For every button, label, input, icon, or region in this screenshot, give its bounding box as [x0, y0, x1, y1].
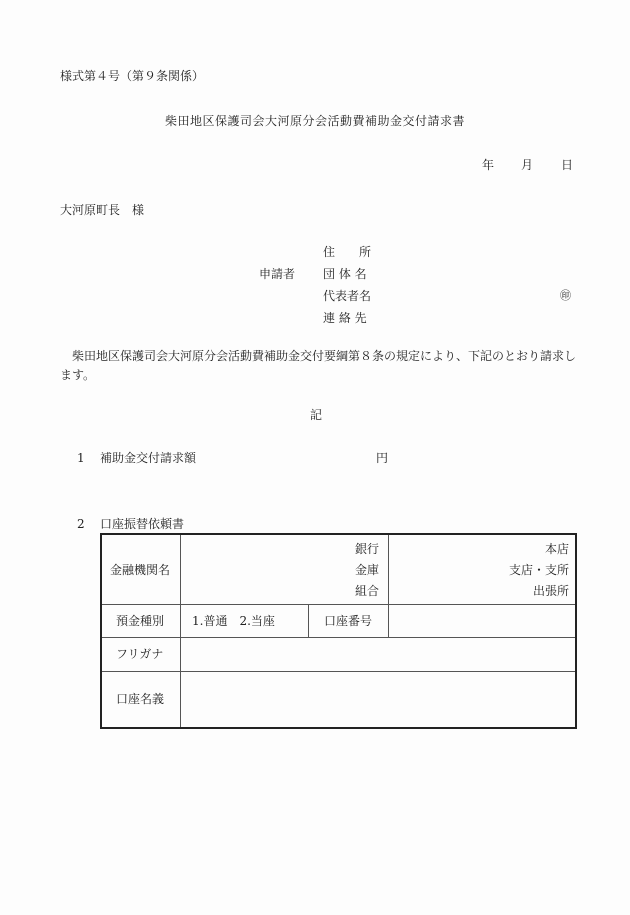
item2-number: 2 — [77, 517, 85, 531]
field-group-name: 団 体 名 — [323, 267, 367, 281]
account-name-label: 口座名義 — [116, 692, 165, 706]
date-day: 日 — [561, 158, 574, 172]
body-text: 柴田地区保護司会大河原分会活動費補助金交付要綱第８条の規定により、下記のとおり請求します。 — [60, 349, 577, 382]
document-title: 柴田地区保護司会大河原分会活動費補助金交付請求書 — [164, 114, 465, 128]
date-month: 月 — [521, 158, 534, 172]
institution-name-label: 金融機関名 — [110, 563, 171, 577]
institution-type-shinkin: 金庫 — [355, 563, 380, 577]
addressee: 大河原町長 様 — [60, 203, 145, 217]
furigana-input[interactable] — [181, 638, 575, 671]
col-divider — [308, 604, 309, 638]
date-year: 年 — [482, 158, 495, 172]
account-name-input[interactable] — [181, 672, 575, 727]
deposit-type-options[interactable]: 1.普通 2.当座 — [192, 614, 275, 628]
branch-type-branch: 支店・支所 — [508, 563, 569, 577]
field-representative: 代表者名 — [323, 289, 372, 303]
account-number-label: 口座番号 — [324, 614, 373, 628]
account-number-input[interactable] — [389, 605, 575, 637]
ki-heading: 記 — [310, 408, 323, 422]
form-number: 様式第４号（第９条関係） — [60, 69, 205, 83]
branch-type-office: 出張所 — [532, 584, 569, 598]
bank-transfer-table — [100, 533, 577, 729]
item1-label: 補助金交付請求額 — [100, 451, 197, 465]
applicant-label: 申請者 — [259, 267, 296, 281]
field-address: 住 所 — [323, 245, 372, 259]
item1-number: 1 — [77, 451, 85, 465]
furigana-label: フリガナ — [116, 647, 164, 661]
field-contact: 連 絡 先 — [323, 311, 367, 325]
item1-unit: 円 — [376, 451, 389, 465]
institution-type-bank: 銀行 — [355, 542, 380, 556]
seal-mark: ㊞ — [560, 289, 571, 302]
institution-type-kumiai: 組合 — [355, 584, 380, 598]
item2-label: 口座振替依頼書 — [100, 517, 185, 531]
deposit-type-label: 預金種別 — [116, 614, 165, 628]
branch-type-main: 本店 — [544, 542, 569, 556]
